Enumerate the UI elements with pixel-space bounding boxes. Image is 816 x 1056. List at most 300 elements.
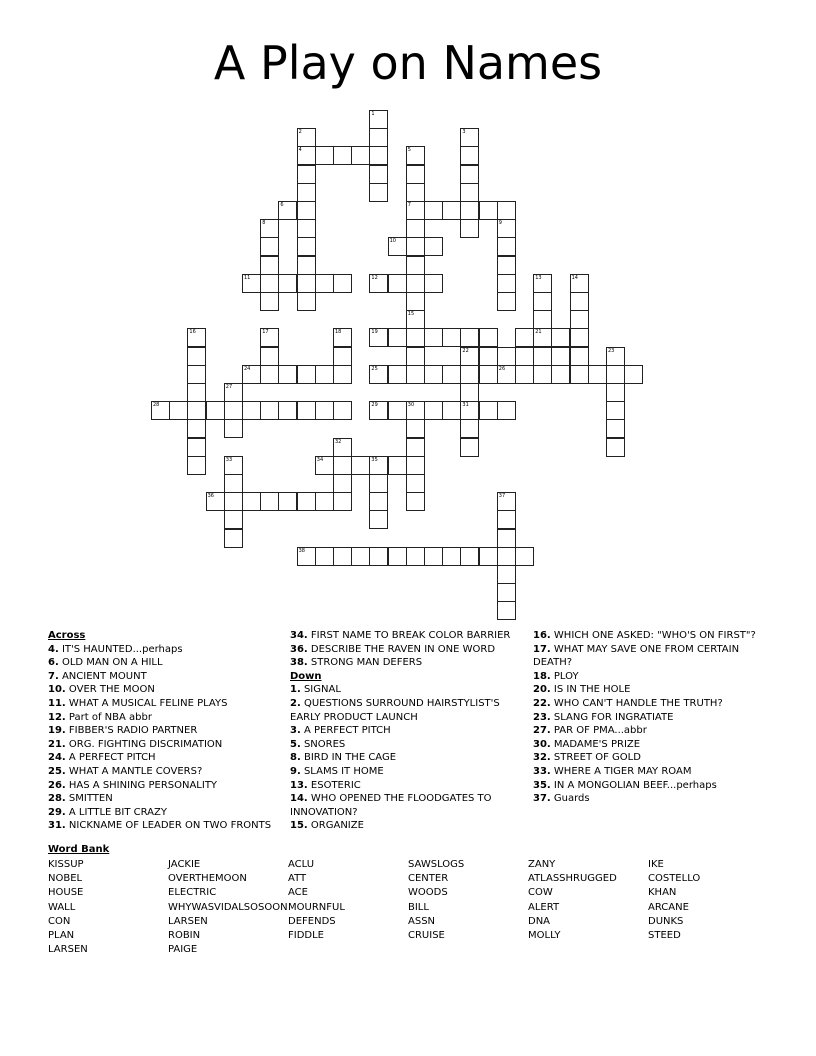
clue-number: 12. — [48, 711, 66, 723]
grid-cell[interactable] — [315, 146, 334, 165]
grid-cell[interactable] — [497, 547, 516, 566]
grid-cell[interactable] — [187, 401, 206, 420]
grid-cell[interactable] — [479, 347, 498, 366]
grid-cell[interactable] — [406, 547, 425, 566]
grid-cell[interactable] — [297, 146, 316, 165]
grid-cell[interactable] — [406, 201, 425, 220]
word-bank-word: WOODS — [408, 887, 448, 899]
clue-item — [290, 738, 520, 752]
cell-number: 13 — [535, 274, 542, 281]
grid-cell[interactable] — [515, 365, 534, 384]
grid-cell[interactable] — [497, 347, 516, 366]
grid-cell[interactable] — [297, 365, 316, 384]
clue-item — [290, 765, 520, 779]
grid-cell[interactable] — [297, 256, 316, 275]
word-bank-word: IKE — [648, 859, 664, 870]
grid-cell[interactable] — [497, 601, 516, 620]
grid-cell[interactable] — [333, 474, 352, 493]
grid-cell[interactable] — [406, 438, 425, 457]
clue-number: 38. — [290, 657, 308, 669]
grid-cell[interactable] — [260, 328, 279, 347]
word-bank-word: MOLLY — [528, 930, 561, 942]
grid-cell[interactable] — [424, 328, 443, 347]
grid-cell[interactable] — [187, 438, 206, 457]
clue-number: 14. — [290, 793, 308, 805]
grid-cell[interactable] — [369, 274, 388, 293]
cell-number: 15 — [407, 311, 415, 318]
grid-cell[interactable] — [515, 347, 534, 366]
grid-cell[interactable] — [297, 492, 316, 511]
word-bank-word: NOBEL — [48, 873, 83, 885]
grid-cell[interactable] — [497, 292, 516, 311]
grid-cell[interactable] — [333, 547, 352, 566]
grid-cell[interactable] — [406, 256, 425, 275]
clue-item — [290, 819, 520, 833]
cell-number: 23 — [608, 347, 615, 354]
grid-cell[interactable] — [224, 529, 243, 548]
grid-cell[interactable] — [369, 183, 388, 202]
grid-cell[interactable] — [406, 292, 425, 311]
grid-cell[interactable] — [479, 401, 498, 420]
grid-cell[interactable] — [260, 274, 279, 293]
grid-cell[interactable] — [224, 492, 243, 511]
grid-cell[interactable] — [388, 328, 407, 347]
grid-cell[interactable] — [315, 492, 334, 511]
clue-text: SNORES — [303, 738, 346, 750]
grid-cell[interactable] — [187, 328, 206, 347]
grid-cell[interactable] — [297, 128, 316, 147]
grid-cell[interactable] — [588, 365, 607, 384]
grid-cell[interactable] — [351, 547, 370, 566]
grid-cell[interactable] — [406, 274, 425, 293]
cell-number: 6 — [280, 202, 284, 208]
grid-cell[interactable] — [388, 274, 407, 293]
clue-text: ESOTERIC — [310, 779, 361, 791]
clue-number: 37. — [533, 793, 551, 805]
grid-cell[interactable] — [497, 237, 516, 256]
clue-text: STRONG MAN DEFERS — [310, 657, 423, 669]
word-bank-column — [528, 858, 617, 943]
grid-cell[interactable] — [570, 292, 589, 311]
grid-cell[interactable] — [533, 310, 552, 329]
grid-cell[interactable] — [551, 365, 570, 384]
grid-cell[interactable] — [315, 365, 334, 384]
grid-cell[interactable] — [260, 347, 279, 366]
clue-item — [48, 643, 288, 657]
cell-number: 38 — [298, 547, 305, 554]
grid-cell[interactable] — [424, 237, 443, 256]
grid-cell[interactable] — [497, 201, 516, 220]
grid-cell[interactable] — [406, 310, 425, 329]
grid-cell[interactable] — [460, 438, 479, 457]
grid-cell[interactable] — [260, 237, 279, 256]
grid-cell[interactable] — [260, 219, 279, 238]
grid-cell[interactable] — [369, 146, 388, 165]
grid-cell[interactable] — [497, 274, 516, 293]
cell-number: 7 — [407, 202, 411, 208]
grid-cell[interactable] — [224, 419, 243, 438]
grid-cell[interactable] — [424, 201, 443, 220]
grid-cell[interactable] — [242, 401, 261, 420]
grid-cell[interactable] — [388, 401, 407, 420]
grid-cell[interactable] — [187, 383, 206, 402]
clue-item — [290, 683, 520, 697]
grid-cell[interactable] — [406, 419, 425, 438]
grid-cell[interactable] — [260, 292, 279, 311]
grid-cell[interactable] — [297, 292, 316, 311]
cell-number: 4 — [298, 147, 302, 154]
grid-cell[interactable] — [333, 146, 352, 165]
grid-cell[interactable] — [533, 274, 552, 293]
grid-cell[interactable] — [388, 365, 407, 384]
word-bank-word: BILL — [408, 901, 429, 913]
grid-cell[interactable] — [351, 456, 370, 475]
grid-cell[interactable] — [533, 365, 552, 384]
grid-cell[interactable] — [460, 146, 479, 165]
grid-cell[interactable] — [369, 547, 388, 566]
word-bank-column — [168, 858, 288, 957]
grid-cell[interactable] — [297, 401, 316, 420]
grid-cell[interactable] — [369, 510, 388, 529]
word-bank-word: ZANY — [528, 859, 556, 870]
grid-cell[interactable] — [406, 183, 425, 202]
clue-text: BIRD IN THE CAGE — [303, 752, 397, 764]
clue-item — [48, 765, 288, 779]
grid-cell[interactable] — [606, 419, 625, 438]
clue-item — [533, 683, 763, 697]
cell-number: 27 — [225, 384, 233, 390]
grid-cell[interactable] — [369, 128, 388, 147]
grid-cell[interactable] — [497, 583, 516, 602]
grid-cell[interactable] — [497, 529, 516, 548]
grid-cell[interactable] — [533, 347, 552, 366]
clue-item — [48, 779, 288, 793]
clue-text: WHO OPENED THE FLOODGATES TO INNOVATION? — [290, 793, 492, 818]
clue-text: A PERFECT PITCH — [68, 752, 156, 764]
grid-cell[interactable] — [278, 365, 297, 384]
clue-number: 15. — [290, 820, 308, 832]
clue-number: 1. — [290, 684, 301, 696]
grid-cell[interactable] — [242, 492, 261, 511]
grid-cell[interactable] — [278, 401, 297, 420]
grid-cell[interactable] — [606, 401, 625, 420]
word-bank-word: HOUSE — [48, 887, 84, 899]
grid-cell[interactable] — [551, 328, 570, 347]
grid-cell[interactable] — [497, 219, 516, 238]
grid-cell[interactable] — [369, 328, 388, 347]
grid-cell[interactable] — [497, 401, 516, 420]
clue-number: 13. — [290, 779, 308, 791]
grid-cell[interactable] — [570, 347, 589, 366]
grid-cell[interactable] — [406, 474, 425, 493]
cell-number: 37 — [498, 493, 506, 500]
grid-cell[interactable] — [351, 146, 370, 165]
grid-cell[interactable] — [187, 365, 206, 384]
grid-cell[interactable] — [315, 547, 334, 566]
grid-cell[interactable] — [297, 183, 316, 202]
grid-cell[interactable] — [460, 547, 479, 566]
clue-text: ORG. FIGHTING DISCRIMATION — [68, 738, 223, 750]
grid-cell[interactable] — [406, 492, 425, 511]
clue-text: A PERFECT PITCH — [303, 725, 391, 737]
grid-cell[interactable] — [460, 347, 479, 366]
grid-cell[interactable] — [406, 237, 425, 256]
clue-item — [533, 738, 763, 752]
clue-number: 6. — [48, 657, 59, 669]
clue-number: 20. — [533, 684, 551, 696]
clue-item — [48, 751, 288, 765]
cell-number: 19 — [371, 329, 378, 336]
grid-cell[interactable] — [624, 365, 643, 384]
grid-cell[interactable] — [406, 347, 425, 366]
word-bank-word: MOURNFUL — [288, 901, 345, 913]
grid-cell[interactable] — [297, 237, 316, 256]
puzzle-title: A Play on Names — [213, 36, 603, 90]
grid-cell[interactable] — [333, 365, 352, 384]
grid-cell[interactable] — [406, 146, 425, 165]
grid-cell[interactable] — [333, 438, 352, 457]
grid-cell[interactable] — [406, 365, 425, 384]
grid-cell[interactable] — [333, 274, 352, 293]
grid-cell[interactable] — [515, 328, 534, 347]
grid-cell[interactable] — [570, 274, 589, 293]
grid-cell[interactable] — [315, 274, 334, 293]
grid-cell[interactable] — [460, 365, 479, 384]
grid-cell[interactable] — [333, 492, 352, 511]
grid-cell[interactable] — [479, 547, 498, 566]
grid-cell[interactable] — [369, 492, 388, 511]
grid-cell[interactable] — [460, 165, 479, 184]
grid-cell[interactable] — [533, 328, 552, 347]
grid-cell[interactable] — [442, 328, 461, 347]
grid-cell[interactable] — [497, 565, 516, 584]
grid-cell[interactable] — [606, 438, 625, 457]
grid-cell[interactable] — [369, 474, 388, 493]
grid-cell[interactable] — [460, 383, 479, 402]
cell-number: 2 — [298, 129, 302, 136]
grid-cell[interactable] — [388, 547, 407, 566]
grid-cell[interactable] — [460, 201, 479, 220]
grid-cell[interactable] — [369, 365, 388, 384]
cell-number: 35 — [371, 456, 378, 463]
grid-cell[interactable] — [460, 219, 479, 238]
clue-number: 4. — [48, 643, 59, 655]
word-bank-column — [648, 858, 700, 943]
grid-cell[interactable] — [369, 401, 388, 420]
grid-cell[interactable] — [278, 492, 297, 511]
across-header: Across — [48, 630, 86, 641]
grid-cell[interactable] — [224, 474, 243, 493]
grid-cell[interactable] — [187, 347, 206, 366]
clue-item — [533, 779, 763, 793]
grid-cell[interactable] — [388, 456, 407, 475]
grid-cell[interactable] — [224, 456, 243, 475]
grid-cell[interactable] — [479, 328, 498, 347]
grid-cell[interactable] — [333, 328, 352, 347]
grid-cell[interactable] — [297, 165, 316, 184]
grid-cell[interactable] — [606, 347, 625, 366]
grid-cell[interactable] — [388, 237, 407, 256]
word-bank-word: LARSEN — [168, 915, 208, 927]
grid-cell[interactable] — [297, 547, 316, 566]
clue-item — [290, 643, 520, 657]
word-bank-word: COW — [528, 887, 553, 899]
clue-number: 29. — [48, 806, 66, 818]
clue-text: SIGNAL — [303, 684, 341, 696]
cell-number: 21 — [535, 329, 542, 336]
clue-text: WHAT MAY SAVE ONE FROM CERTAIN DEATH? — [533, 643, 740, 669]
grid-cell[interactable] — [424, 365, 443, 384]
grid-cell[interactable] — [315, 401, 334, 420]
grid-cell[interactable] — [151, 401, 170, 420]
word-bank-word: SAWSLOGS — [408, 859, 465, 870]
clue-number: 33. — [533, 765, 551, 777]
clue-number: 32. — [533, 752, 551, 764]
grid-cell[interactable] — [278, 201, 297, 220]
clue-text: SLANG FOR INGRATIATE — [553, 711, 674, 723]
clue-number: 26. — [48, 779, 66, 791]
clue-text: FIRST NAME TO BREAK COLOR BARRIER — [310, 630, 511, 641]
word-bank-word: FIDDLE — [288, 930, 324, 942]
clue-item — [533, 711, 763, 725]
grid-cell[interactable] — [533, 292, 552, 311]
grid-cell[interactable] — [424, 274, 443, 293]
grid-cell[interactable] — [497, 492, 516, 511]
grid-cell[interactable] — [242, 274, 261, 293]
grid-cell[interactable] — [442, 201, 461, 220]
clue-number: 11. — [48, 697, 66, 709]
grid-cell[interactable] — [260, 256, 279, 275]
grid-cell[interactable] — [260, 401, 279, 420]
cell-number: 31 — [462, 402, 469, 409]
grid-cell[interactable] — [187, 456, 206, 475]
clue-number: 5. — [290, 738, 301, 750]
cell-number: 33 — [225, 456, 233, 463]
grid-cell[interactable] — [224, 383, 243, 402]
grid-cell[interactable] — [260, 365, 279, 384]
grid-cell[interactable] — [169, 401, 188, 420]
clue-item — [290, 629, 520, 643]
grid-cell[interactable] — [315, 456, 334, 475]
cell-number: 36 — [207, 493, 214, 500]
grid-cell[interactable] — [369, 456, 388, 475]
grid-cell[interactable] — [406, 219, 425, 238]
grid-cell[interactable] — [497, 256, 516, 275]
grid-cell[interactable] — [497, 365, 516, 384]
grid-cell[interactable] — [479, 365, 498, 384]
cell-number: 17 — [262, 329, 269, 336]
grid-cell[interactable] — [406, 401, 425, 420]
clue-item — [290, 656, 520, 670]
grid-cell[interactable] — [369, 110, 388, 129]
clue-number: 30. — [533, 738, 551, 750]
grid-cell[interactable] — [570, 310, 589, 329]
grid-cell[interactable] — [460, 183, 479, 202]
grid-cell[interactable] — [297, 274, 316, 293]
grid-cell[interactable] — [333, 401, 352, 420]
grid-cell[interactable] — [442, 401, 461, 420]
grid-cell[interactable] — [606, 383, 625, 402]
grid-cell[interactable] — [570, 365, 589, 384]
grid-cell[interactable] — [224, 510, 243, 529]
grid-cell[interactable] — [442, 547, 461, 566]
grid-cell[interactable] — [460, 419, 479, 438]
clue-number: 19. — [48, 725, 66, 737]
grid-cell[interactable] — [369, 165, 388, 184]
grid-cell[interactable] — [206, 492, 225, 511]
clue-number: 25. — [48, 765, 66, 777]
grid-cell[interactable] — [333, 456, 352, 475]
grid-cell[interactable] — [260, 492, 279, 511]
cell-number: 29 — [371, 402, 378, 409]
grid-cell[interactable] — [442, 365, 461, 384]
clue-item — [48, 819, 288, 833]
grid-cell[interactable] — [206, 401, 225, 420]
grid-cell[interactable] — [606, 365, 625, 384]
grid-cell[interactable] — [460, 328, 479, 347]
grid-cell[interactable] — [187, 419, 206, 438]
grid-cell[interactable] — [497, 510, 516, 529]
word-bank-word: ELECTRIC — [168, 887, 217, 899]
clues-column-1 — [48, 629, 288, 833]
clue-text: SMITTEN — [68, 793, 113, 805]
grid-cell[interactable] — [460, 401, 479, 420]
grid-cell[interactable] — [570, 328, 589, 347]
clue-item — [48, 738, 288, 752]
cell-number: 1 — [371, 111, 375, 117]
cell-number: 11 — [244, 274, 251, 281]
grid-cell[interactable] — [242, 365, 261, 384]
grid-cell[interactable] — [406, 328, 425, 347]
grid-cell[interactable] — [460, 128, 479, 147]
clue-item — [48, 792, 288, 806]
grid-cell[interactable] — [424, 401, 443, 420]
grid-cell[interactable] — [515, 547, 534, 566]
word-bank-column — [48, 858, 88, 957]
word-bank-word: ATLASSHRUGGED — [528, 873, 617, 885]
cell-number: 28 — [153, 402, 160, 409]
cell-number: 26 — [498, 365, 506, 372]
clue-number: 18. — [533, 670, 551, 682]
grid-cell[interactable] — [278, 274, 297, 293]
clue-text: WHO CAN'T HANDLE THE TRUTH? — [553, 697, 723, 709]
grid-cell[interactable] — [297, 219, 316, 238]
grid-cell[interactable] — [297, 201, 316, 220]
grid-cell[interactable] — [333, 347, 352, 366]
clue-number: 10. — [48, 684, 66, 696]
clue-text: Guards — [553, 793, 590, 805]
grid-cell[interactable] — [424, 547, 443, 566]
cell-number: 14 — [571, 274, 578, 281]
clue-number: 8. — [290, 752, 301, 764]
grid-cell[interactable] — [406, 456, 425, 475]
cell-number: 10 — [389, 238, 396, 245]
grid-cell[interactable] — [406, 165, 425, 184]
word-bank-word: STEED — [648, 930, 681, 942]
grid-cell[interactable] — [551, 347, 570, 366]
grid-cell[interactable] — [224, 401, 243, 420]
cell-number: 34 — [316, 456, 324, 463]
clue-text: ANCIENT MOUNT — [61, 670, 147, 682]
grid-cell[interactable] — [479, 201, 498, 220]
word-bank-word: OVERTHEMOON — [168, 873, 247, 885]
cell-number: 25 — [371, 365, 378, 372]
clue-number: 3. — [290, 725, 301, 737]
word-bank-column — [408, 858, 464, 943]
clue-text: WHICH ONE ASKED: "WHO'S ON FIRST"? — [553, 630, 756, 641]
clue-text: FIBBER'S RADIO PARTNER — [68, 725, 198, 737]
word-bank-word: LARSEN — [48, 944, 88, 956]
